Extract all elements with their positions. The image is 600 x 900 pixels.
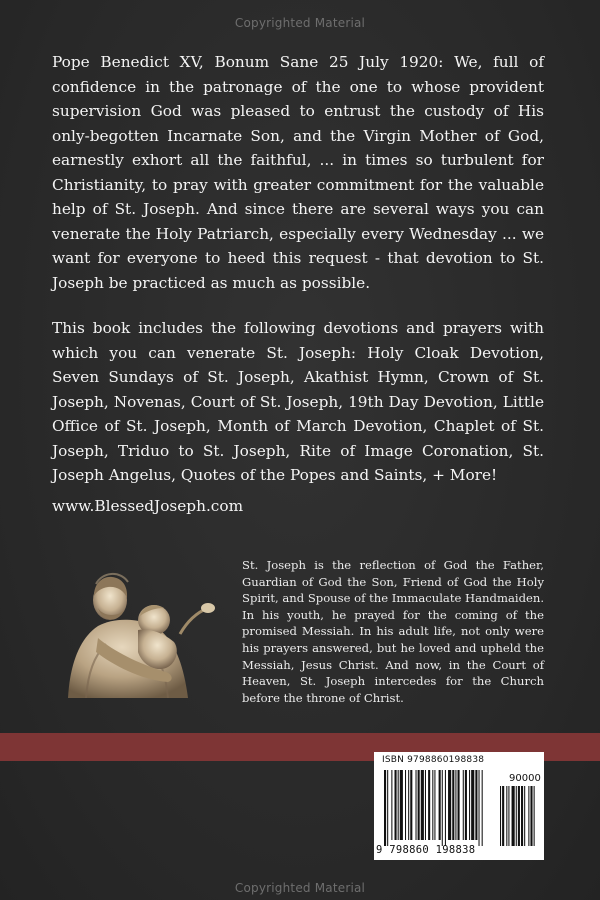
barcode-bar: [408, 770, 409, 840]
barcode-addon-bar: [502, 786, 504, 846]
intro-paragraph: Pope Benedict XV, Bonum Sane 25 July 1920: We, full of confidence in the patronage of the one to whose provident supervision God was pleased to entrust the custody of His only-begotten Incarnate Son, and the Virgin Mother of God, earnestly exhort all the faithful, ... in times so turbulent for Christianity, to pray with greater commitment for the valuable help of St. Joseph. And since there are several ways you can venerate the Holy Patriarch, especially every Wednesday ... we want for everyone to heed this request - that devotion to St. Joseph be practiced as much as possible.: [52, 53, 544, 292]
watermark-top: Copyrighted Material: [234, 16, 366, 30]
bio-paragraph: St. Joseph is the reflection of God the Father, Guardian of God the Son, Friend of God the Holy Spirit, and Spouse of the Immaculate Handmaiden. In his youth, he prayed for the coming of the promised Messiah. In his adult life, not only were his prayers answered, but he loved and upheld the Messiah, Jesus Christ. And now, in the Court of Heaven, St. Joseph intercedes for the Church before the throne of Christ.: [242, 558, 544, 705]
price-code: 90000: [509, 773, 541, 784]
barcode-addon-bar: [516, 786, 517, 846]
barcode-addon-bar: [534, 786, 535, 846]
barcode-bar: [479, 770, 480, 846]
barcode-bar: [434, 770, 435, 840]
contents-paragraph: This book includes the following devotions and prayers with which you can venerate St. Joseph: Holy Cloak Devotion, Seven Sundays of St. Joseph, Akathist Hymn, Crown of St. Joseph, Novenas, Court of St. Joseph, 19th Day Devotion, Little Office of St. Joseph, Month of March Devotion, Chaplet of St. Joseph, Triduo to St. Joseph, Rite of Image Coronation, St. Joseph Angelus, Quotes of the Popes and Saints, + More!: [52, 319, 544, 484]
barcode-bar: [465, 770, 467, 840]
barcode-addon-bar: [506, 786, 507, 846]
barcode-bar: [442, 770, 443, 846]
barcode-bar: [458, 770, 460, 840]
barcode-bar: [448, 770, 451, 840]
barcode-bar: [395, 770, 397, 840]
barcode-bar: [421, 770, 424, 840]
barcode-bar: [400, 770, 403, 840]
st-joseph-statue-image: [58, 568, 226, 698]
barcode-bar: [471, 770, 474, 840]
isbn-label: ISBN 9798860198838: [382, 755, 485, 765]
barcode-addon-bar: [530, 786, 532, 846]
barcode-bar: [387, 770, 388, 846]
barcode-bar: [475, 770, 477, 840]
barcode-addon-bar: [521, 786, 523, 846]
website-link[interactable]: www.BlessedJoseph.com: [52, 497, 244, 515]
barcode-bar: [432, 770, 433, 840]
barcode-bar: [391, 770, 392, 840]
barcode-bar: [405, 770, 406, 840]
barcode-bar: [425, 770, 426, 840]
barcode-bar: [398, 770, 399, 840]
barcode-bar: [445, 770, 446, 846]
barcode-bar: [469, 770, 470, 840]
barcode-addon-bar: [528, 786, 529, 846]
barcode-addon-bar: [518, 786, 520, 846]
isbn-barcode: [374, 752, 544, 860]
barcode-bar: [452, 770, 454, 840]
barcode-addon-bar: [512, 786, 515, 846]
barcode-digits: 9 798860 198838: [376, 844, 476, 856]
barcode-bars: [380, 770, 538, 846]
barcode-bar: [428, 770, 430, 840]
barcode-bar: [416, 770, 417, 840]
watermark-bottom: Copyrighted Material: [234, 881, 366, 895]
barcode-bar: [463, 770, 464, 840]
barcode-addon-bar: [508, 786, 509, 846]
barcode-bar: [384, 770, 386, 846]
barcode-bar: [455, 770, 456, 840]
barcode-bar: [482, 770, 483, 846]
barcode-addon-bar: [500, 786, 501, 846]
barcode-bar: [410, 770, 412, 840]
barcode-addon-bar: [524, 786, 525, 846]
barcode-bar: [439, 770, 441, 840]
barcode-bar: [418, 770, 420, 840]
